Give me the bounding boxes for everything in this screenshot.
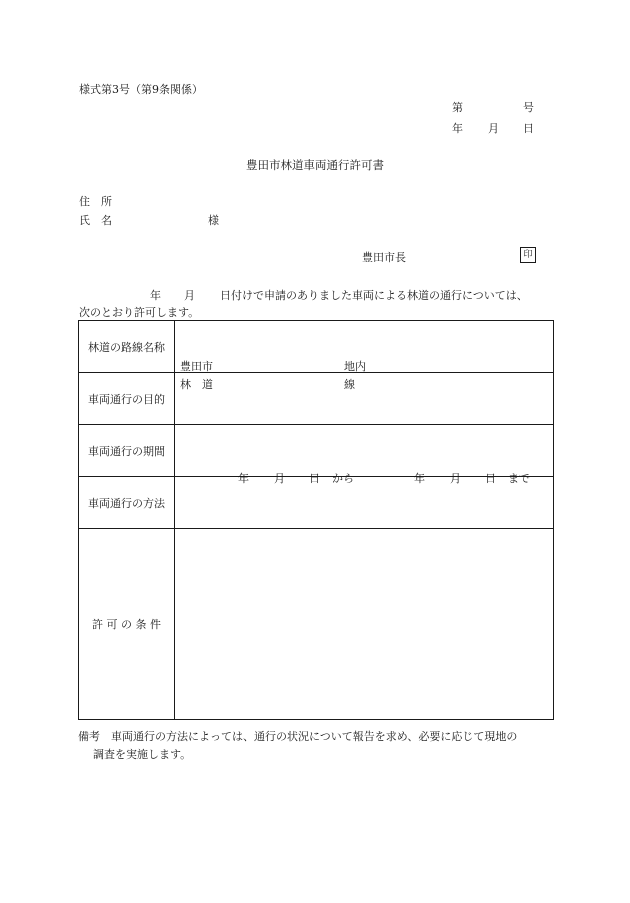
route-label: 林道の路線名称 — [79, 321, 175, 373]
period-from-text: から — [332, 471, 354, 485]
route-value-cell — [175, 321, 554, 391]
intro-text-line1: 日付けで申請のありました車両による林道の通行については、 — [220, 289, 528, 302]
address-label: 住 所 — [79, 195, 112, 208]
route-city: 豊田市 — [180, 359, 213, 373]
period-to-month: 月 — [450, 471, 461, 485]
issuer-title: 豊田市長 — [362, 251, 406, 264]
intro-month: 月 — [184, 289, 195, 302]
method-label: 車両通行の方法 — [79, 477, 175, 529]
document-title: 豊田市林道車両通行許可書 — [246, 158, 384, 172]
issue-date-month: 月 — [488, 122, 499, 135]
form-number: 様式第3号（第9条関係） — [79, 83, 203, 96]
period-value-cell — [175, 425, 554, 485]
table-row-period — [79, 425, 554, 477]
purpose-label: 車両通行の目的 — [79, 373, 175, 425]
conditions-value-cell — [175, 529, 554, 720]
period-to-year: 年 — [414, 471, 425, 485]
method-value-cell — [175, 477, 554, 529]
conditions-label: 許 可 の 条 件 — [79, 529, 175, 720]
document-number-suffix: 号 — [523, 101, 534, 114]
period-from-month: 月 — [274, 471, 285, 485]
purpose-value-cell — [175, 373, 554, 425]
route-area-suffix: 地内 — [344, 359, 366, 373]
period-label: 車両通行の期間 — [79, 425, 175, 477]
period-from-day: 日 — [309, 471, 320, 485]
seal-mark: 印 — [520, 247, 536, 263]
table-row-route — [79, 321, 554, 373]
route-road-prefix: 林 道 — [180, 377, 213, 391]
route-line-suffix: 線 — [344, 377, 355, 391]
period-to-day: 日 — [485, 471, 496, 485]
intro-year: 年 — [150, 289, 161, 302]
remarks-line1: 備考 車両通行の方法によっては、通行の状況について報告を求め、必要に応じて現地の — [78, 730, 518, 743]
issue-date-year: 年 — [452, 122, 463, 135]
period-to-text: まで — [508, 471, 530, 485]
table-row-purpose — [79, 373, 554, 425]
document-number-prefix: 第 — [452, 101, 463, 114]
honorific: 様 — [208, 214, 219, 227]
period-from-year: 年 — [238, 471, 249, 485]
remarks-line2: 調査を実施します。 — [93, 748, 192, 761]
issue-date-day: 日 — [523, 122, 534, 135]
intro-text-line2: 次のとおり許可します。 — [79, 306, 200, 319]
table-row-conditions — [79, 529, 554, 720]
name-label: 氏 名 — [79, 214, 112, 227]
permit-table — [78, 320, 554, 720]
